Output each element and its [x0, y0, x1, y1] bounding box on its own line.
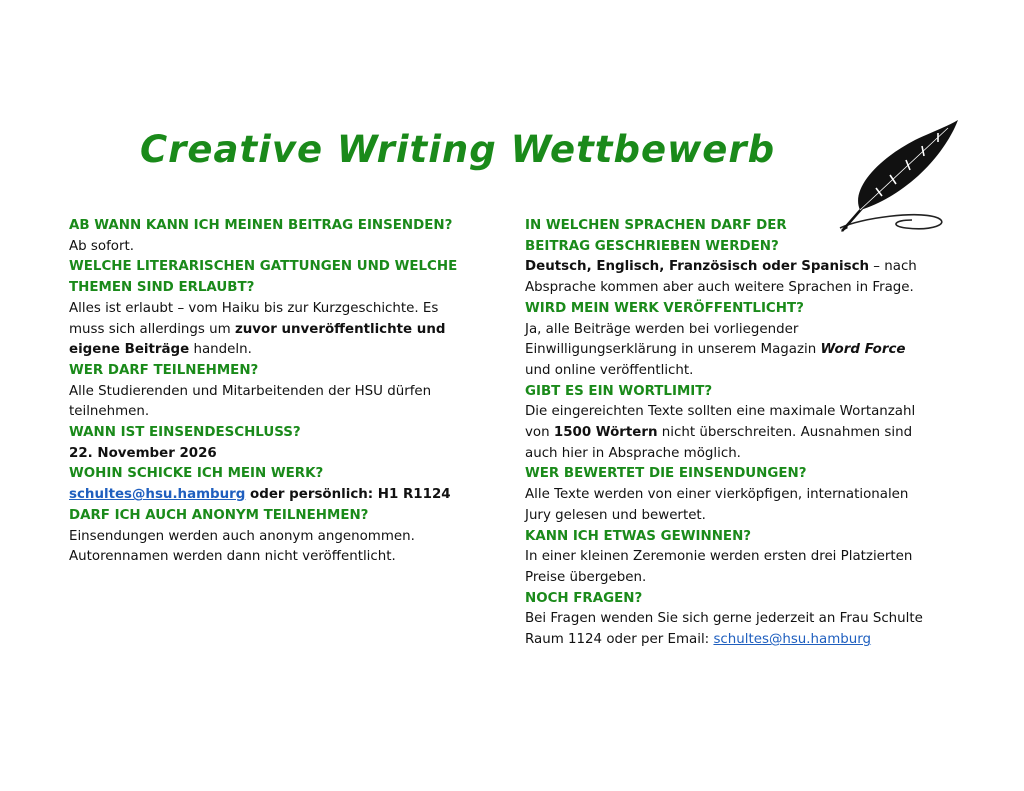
- question-submission-start: AB WANN KANN ICH MEINEN BEITRAG EINSENDEN?: [69, 218, 453, 233]
- right-column: [525, 216, 955, 651]
- question-word-limit: GIBT ES EIN WORTLIMIT?: [525, 383, 713, 399]
- left-column: [69, 216, 489, 568]
- answer-publication: [525, 320, 955, 382]
- answer-genres-emphasis: zuvor unveröffentlichte und eigene Beiträge: [69, 321, 446, 358]
- answer-word-limit-end: nicht überschreiten. Ausnahmen sind auch hier in Absprache möglich.: [525, 425, 913, 461]
- question-participants: WER DARF TEILNEHMEN?: [69, 362, 259, 378]
- answer-word-limit-text: Die eingereichten Texte sollten eine maximale Wortanzahl von: [525, 404, 916, 441]
- magazine-name: Word Force: [820, 342, 906, 358]
- answer-prizes: In einer kleinen Zeremonie werden ersten drei Platzierten Preise übergeben.: [525, 549, 913, 585]
- contact-email-link[interactable]: schultes@hsu.hamburg: [713, 632, 872, 648]
- answer-anonymous: Einsendungen werden auch anonym angenommen. Autorennamen werden dann nicht veröffentlicht.: [69, 528, 415, 565]
- answer-participants: Alle Studierenden und Mitarbeitenden der HSU dürfen teilnehmen.: [69, 383, 432, 420]
- question-jury: WER BEWERTET DIE EINSENDUNGEN?: [525, 466, 807, 482]
- answer-genres-end: handeln.: [189, 342, 252, 358]
- question-more: NOCH FRAGEN?: [525, 590, 643, 606]
- answer-genres: [69, 299, 489, 361]
- answer-deadline: 22. November 2026: [69, 445, 217, 461]
- question-where-to-send: WOHIN SCHICKE ICH MEIN WERK?: [69, 466, 324, 482]
- question-prizes: KANN ICH ETWAS GEWINNEN?: [525, 528, 752, 544]
- answer-word-limit: [525, 402, 955, 464]
- answer-languages-text: – nach Absprache kommen aber auch weitere Sprachen in Frage.: [525, 259, 917, 296]
- email-link[interactable]: schultes@hsu.hamburg: [69, 487, 246, 503]
- answer-where-to-send: [69, 485, 489, 506]
- page-title: Creative Writing Wettbewerb: [140, 128, 776, 171]
- question-genres: WELCHE LITERARISCHEN GATTUNGEN UND WELCHE THEMEN SIND ERLAUBT?: [69, 259, 458, 296]
- answer-genres-text: Alles ist erlaubt – vom Haiku bis zur Kurzgeschichte. Es muss sich allerdings um: [69, 300, 439, 337]
- answer-office-location: oder persönlich: H1 R1124: [245, 487, 451, 503]
- answer-languages: [525, 257, 955, 298]
- answer-submission-start: Ab sofort.: [69, 238, 135, 254]
- answer-more: [525, 609, 955, 650]
- answer-jury: Alle Texte werden von einer vierköpfigen, internationalen Jury gelesen und bewertet.: [525, 487, 909, 523]
- question-publication: WIRD MEIN WERK VERÖFFENTLICHT?: [525, 300, 804, 316]
- word-limit-value: 1500 Wörtern: [553, 425, 658, 441]
- answer-languages-list: Deutsch, Englisch, Französisch oder Spanisch: [525, 259, 870, 275]
- question-deadline: WANN IST EINSENDESCHLUSS?: [69, 425, 301, 441]
- question-languages: IN WELCHEN SPRACHEN DARF DER BEITRAG GESCHRIEBEN WERDEN?: [525, 218, 787, 254]
- answer-publication-end: und online veröffentlicht.: [525, 362, 694, 378]
- answer-more-text: Bei Fragen wenden Sie sich gerne jederzeit an Frau Schulte Raum 1124 oder per Email:: [525, 611, 923, 648]
- question-anonymous: DARF ICH AUCH ANONYM TEILNEHMEN?: [69, 507, 369, 523]
- answer-publication-text: Ja, alle Beiträge werden bei vorliegender Einwilligungserklärung in unserem Magazin: [525, 321, 817, 358]
